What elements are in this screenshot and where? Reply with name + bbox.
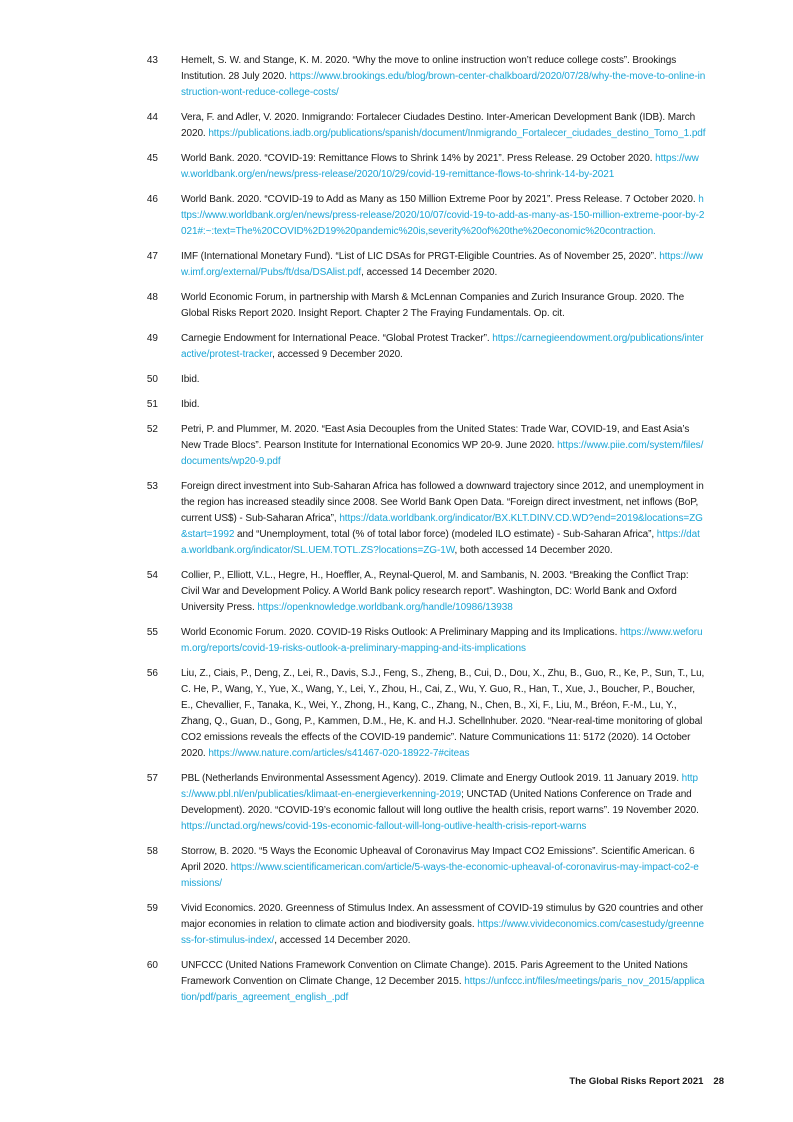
endnote-item: [0, 53, 793, 101]
endnote-number: 51: [146, 399, 158, 410]
endnote-link[interactable]: https://data.worldbank.org/indicator/BX.KLT.DINV.CD.WD?end=2019&locations=ZG&start=1992: [181, 513, 703, 540]
endnote-citation-text: World Economic Forum, in partnership with Marsh & McLennan Companies and Zurich Insurance Group. 2020. The Global Risks Report 2020. Insight Report. Chapter 2 The Fraying Fundamentals. Op. cit.: [181, 292, 685, 319]
endnote-number: 46: [146, 194, 158, 205]
endnote-text: [181, 192, 706, 240]
endnote-number: 58: [146, 846, 158, 857]
endnote-citation-text: PBL (Netherlands Environmental Assessment Agency). 2019. Climate and Energy Outlook 2019. 11 January 2019.: [181, 773, 682, 784]
endnote-item: [0, 372, 793, 388]
endnote-item: [0, 479, 793, 559]
endnote-citation-text: , accessed 14 December 2020.: [274, 935, 411, 946]
endnote-text: [181, 397, 706, 413]
endnote-citation-text: Vivid Economics. 2020. Greenness of Stimulus Index. An assessment of COVID-19 stimulus by G20 countries and other major economies in relation to climate action and biodiversity goals.: [181, 903, 704, 930]
endnote-citation-text: and “Unemployment, total (% of total labor force) (modeled ILO estimate) - Sub-Saharan Africa”,: [234, 529, 657, 540]
endnote-citation-text: UNFCCC (United Nations Framework Convention on Climate Change). 2015. Paris Agreement to the United Nations Framework Convention on Climate Change, 12 December 2015.: [181, 960, 688, 987]
endnote-text: [181, 372, 706, 388]
endnote-text: [181, 479, 706, 559]
endnote-citation-text: Liu, Z., Ciais, P., Deng, Z., Lei, R., Davis, S.J., Feng, S., Zheng, B., Cui, D., Dou, X., Zhu, B., Guo, R., Ke, P., Sun, T., Lu, C. He, P., Wang, Y., Yue, X., Wang, Y., Lei, Y., Zhou, H., Cai, Z., Wu, Y. Guo, R., Han, T., Xue, J., Boucher, P., Boucher, E., Chevallier, F., Tanaka, K., Wei, Y., Zhong, H., Kang, C., Zhang, N., Chen, B., Xi, F., Liu, M., Bréon, F.-M., Lu, Y., Zhang, Q., Guan, D., Gong, P., Kammen, D.M., He, K. and H.J. Schellnhuber. 2020. “Near-real-time monitoring of global CO2 emissions reveals the effects of the COVID-19 pandemic”. Nature Communications 11: 5172 (2020). 14 October 2020.: [181, 668, 705, 759]
endnote-text: [181, 290, 706, 322]
endnote-link[interactable]: https://www.worldbank.org/en/news/press-release/2020/10/07/covid-19-to-add-as-many-as-150-million-extreme-poor-by-2021#:~:text=The%20COVID%2D19%20pandemic%20is,severity%20of%20the%20economic%20contraction.: [181, 194, 705, 237]
endnote-text: [181, 422, 706, 470]
endnote-number: 55: [146, 627, 158, 638]
endnote-number: 50: [146, 374, 158, 385]
endnote-citation-text: IMF (International Monetary Fund). “List of LIC DSAs for PRGT-Eligible Countries. As of November 25, 2020”.: [181, 251, 660, 262]
endnote-citation-text: Petri, P. and Plummer, M. 2020. “East Asia Decouples from the United States: Trade War, COVID-19, and East Asia’s New Trade Blocs”. Pearson Institute for International Economics WP 20-9. June 2020.: [181, 424, 690, 451]
endnote-citation-text: Hemelt, S. W. and Stange, K. M. 2020. “Why the move to online instruction won’t reduce college costs”. Brookings Institution. 28 July 2020.: [181, 55, 677, 82]
endnote-item: [0, 958, 793, 1006]
endnote-citation-text: World Bank. 2020. “COVID-19: Remittance Flows to Shrink 14% by 2021”. Press Release. 29 October 2020.: [181, 153, 656, 164]
endnote-citation-text: , accessed 9 December 2020.: [272, 349, 403, 360]
endnote-text: [181, 625, 706, 657]
endnote-link[interactable]: https://www.scientificamerican.com/article/5-ways-the-economic-upheaval-of-coronavirus-may-impact-co2-emissions/: [181, 862, 699, 889]
endnote-item: [0, 151, 793, 183]
endnote-link[interactable]: https://www.weforum.org/reports/covid-19-risks-outlook-a-preliminary-mapping-and-its-implications: [181, 627, 703, 654]
endnote-item: [0, 568, 793, 616]
endnote-item: [0, 422, 793, 470]
endnote-number: 54: [146, 570, 158, 581]
endnote-text: [181, 53, 706, 101]
endnote-citation-text: Carnegie Endowment for International Peace. “Global Protest Tracker”.: [181, 333, 493, 344]
endnote-link[interactable]: https://www.vivideconomics.com/casestudy/greenness-for-stimulus-index/: [181, 919, 705, 946]
endnote-text: [181, 771, 706, 835]
endnote-number: 47: [146, 251, 158, 262]
endnote-citation-text: , both accessed 14 December 2020.: [454, 545, 613, 556]
endnote-link[interactable]: https://openknowledge.worldbank.org/handle/10986/13938: [257, 602, 513, 613]
endnote-citation-text: Collier, P., Elliott, V.L., Hegre, H., Hoeffler, A., Reynal-Querol, M. and Sambanis, N. 2003. “Breaking the Conflict Trap: Civil War and Development Policy. A World Bank policy research report”. Washington, DC: World Bank and Oxford University Press.: [181, 570, 689, 613]
endnote-item: [0, 192, 793, 240]
endnotes-list: [0, 53, 793, 1015]
endnote-item: [0, 625, 793, 657]
endnote-number: 45: [146, 153, 158, 164]
endnote-link[interactable]: https://unfccc.int/files/meetings/paris_nov_2015/application/pdf/paris_agreement_english_.pdf: [181, 976, 705, 1003]
endnote-link[interactable]: https://data.worldbank.org/indicator/SL.UEM.TOTL.ZS?locations=ZG-1W: [181, 529, 700, 556]
endnote-link[interactable]: https://www.imf.org/external/Pubs/ft/dsa/DSAlist.pdf: [181, 251, 703, 278]
endnote-number: 49: [146, 333, 158, 344]
endnote-link[interactable]: https://www.pbl.nl/en/publicaties/klimaat-en-energieverkenning-2019: [181, 773, 698, 800]
endnote-item: [0, 901, 793, 949]
endnote-citation-text: Storrow, B. 2020. “5 Ways the Economic Upheaval of Coronavirus May Impact CO2 Emissions”. Scientific American. 6 April 2020.: [181, 846, 695, 873]
endnote-number: 53: [146, 481, 158, 492]
endnote-item: [0, 397, 793, 413]
endnote-item: [0, 290, 793, 322]
endnote-number: 57: [146, 773, 158, 784]
endnote-item: [0, 110, 793, 142]
endnote-text: [181, 844, 706, 892]
endnote-item: [0, 331, 793, 363]
endnote-link[interactable]: https://www.brookings.edu/blog/brown-center-chalkboard/2020/07/28/why-the-move-to-online-instruction-wont-reduce-college-costs/: [181, 71, 706, 98]
endnote-link[interactable]: https://www.piie.com/system/files/documents/wp20-9.pdf: [181, 440, 704, 467]
endnote-text: [181, 901, 706, 949]
endnote-text: [181, 568, 706, 616]
endnote-citation-text: ; UNCTAD (United Nations Conference on Trade and Development). 2020. “COVID-19’s economic fallout will long outlive the health crisis, report warns”. 19 November 2020.: [181, 789, 699, 816]
endnote-text: [181, 958, 706, 1006]
report-title: The Global Risks Report 2021: [569, 1076, 704, 1087]
endnote-link[interactable]: https://www.worldbank.org/en/news/press-release/2020/10/29/covid-19-remittance-flows-to-shrink-14-by-2021: [181, 153, 699, 180]
endnote-number: 43: [146, 55, 158, 66]
endnote-text: [181, 110, 706, 142]
endnote-item: [0, 771, 793, 835]
endnote-link[interactable]: https://carnegieendowment.org/publications/interactive/protest-tracker: [181, 333, 704, 360]
page-footer: [0, 1076, 724, 1087]
endnote-item: [0, 666, 793, 762]
endnote-citation-text: Foreign direct investment into Sub-Saharan Africa has followed a downward trajectory since 2012, and unemployment in the region has increased steadily since 2008. See World Bank Open Data. “Foreign direct investment, net inflows (BoP, current US$) - Sub-Saharan Africa”,: [181, 481, 704, 524]
endnote-citation-text: Ibid.: [181, 399, 200, 410]
endnote-link[interactable]: https://publications.iadb.org/publications/spanish/document/Inmigrando_Fortalecer_ciudades_destino_Tomo_1.pdf: [208, 128, 706, 139]
endnote-citation-text: , accessed 14 December 2020.: [361, 267, 498, 278]
endnote-link[interactable]: https://www.nature.com/articles/s41467-020-18922-7#citeas: [208, 748, 470, 759]
endnote-citation-text: Vera, F. and Adler, V. 2020. Inmigrando: Fortalecer Ciudades Destino. Inter-American Development Bank (IDB). March 2020.: [181, 112, 696, 139]
page-number: 28: [713, 1076, 724, 1087]
endnote-number: 44: [146, 112, 158, 123]
endnote-citation-text: World Bank. 2020. “COVID-19 to Add as Many as 150 Million Extreme Poor by 2021”. Press Release. 7 October 2020.: [181, 194, 699, 205]
endnote-item: [0, 844, 793, 892]
endnote-item: [0, 249, 793, 281]
endnote-number: 52: [146, 424, 158, 435]
endnote-citation-text: Ibid.: [181, 374, 200, 385]
endnote-link[interactable]: https://unctad.org/news/covid-19s-economic-fallout-will-long-outlive-health-crisis-report-warns: [181, 821, 587, 832]
endnote-text: [181, 666, 706, 762]
endnote-number: 59: [146, 903, 158, 914]
endnote-text: [181, 249, 706, 281]
endnote-citation-text: World Economic Forum. 2020. COVID-19 Risks Outlook: A Preliminary Mapping and its Implications.: [181, 627, 620, 638]
endnote-number: 56: [146, 668, 158, 679]
endnote-text: [181, 331, 706, 363]
endnote-number: 60: [146, 960, 158, 971]
endnote-number: 48: [146, 292, 158, 303]
endnote-text: [181, 151, 706, 183]
